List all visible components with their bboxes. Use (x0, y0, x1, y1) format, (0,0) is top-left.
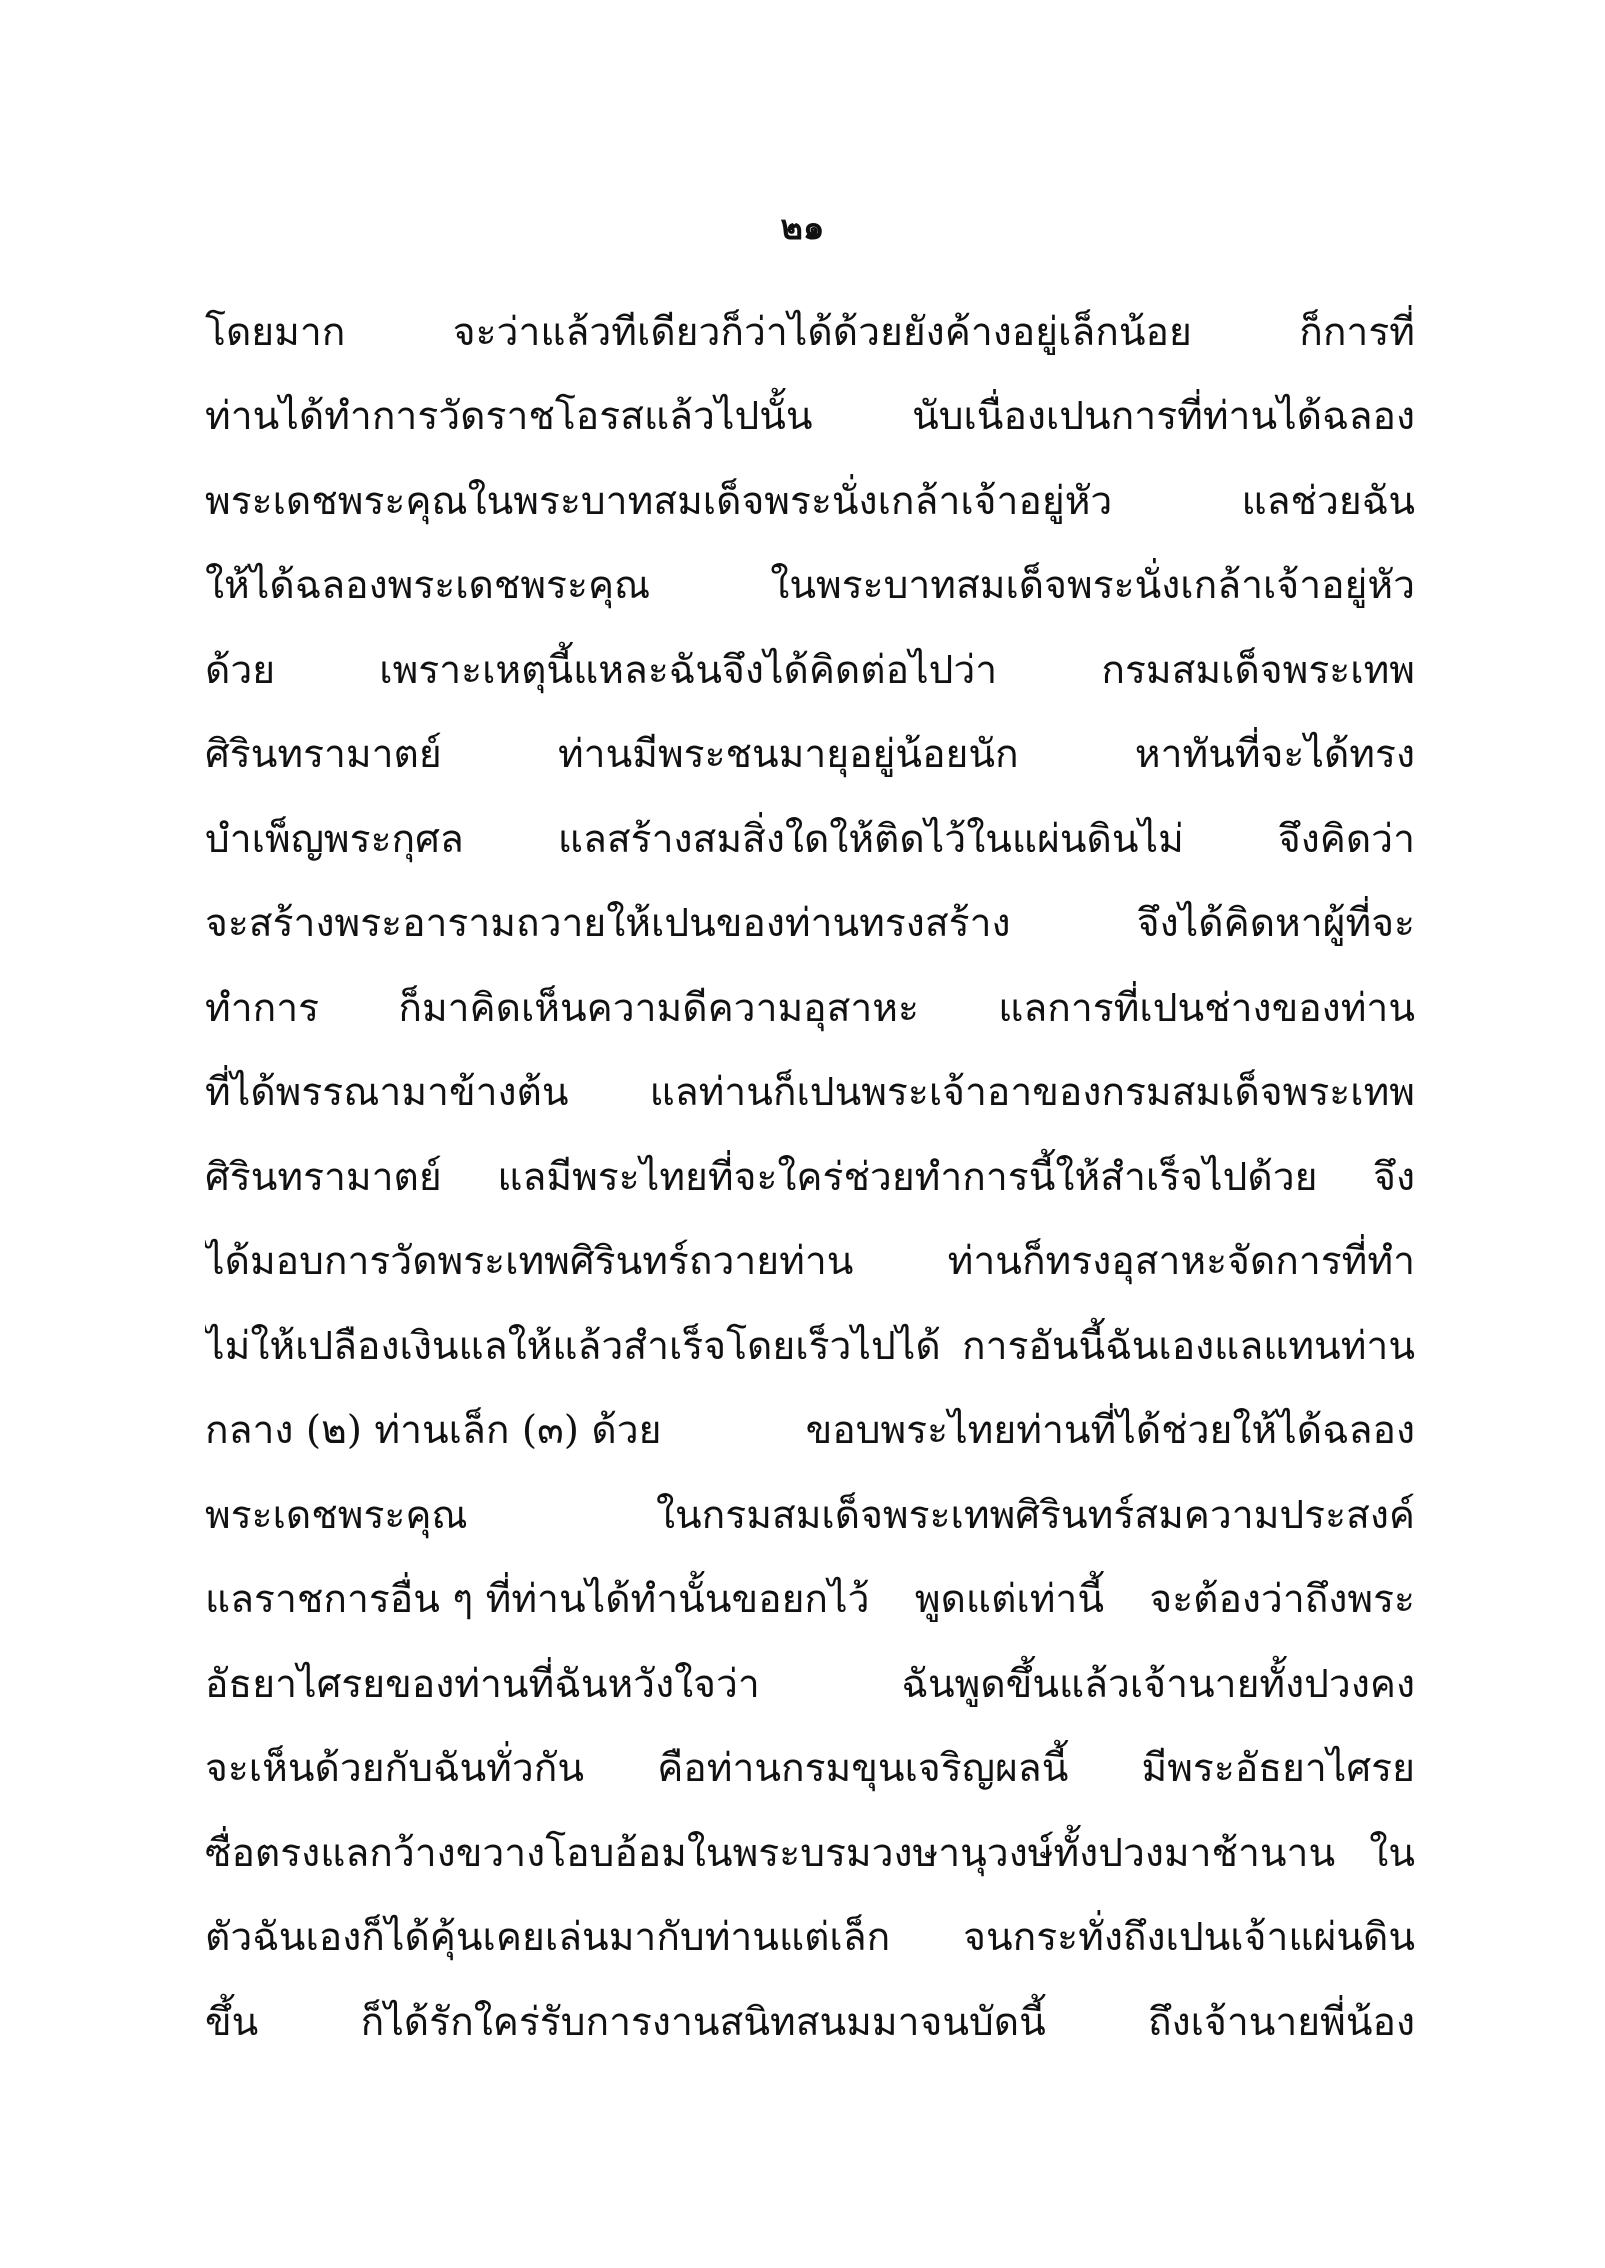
text-segment: จะสร้างพระอารามถวายให้เปนของท่านทรงสร้าง (205, 901, 1011, 946)
text-segment: การอันนี้ฉันเองแลแทนท่าน (961, 1323, 1415, 1369)
text-segment: ก็ได้รักใคร่รับการงานสนิทสนมมาจนบัดนี้ (360, 1999, 1046, 2045)
text-segment: ได้มอบการวัดพระเทพศิรินทร์ถวายท่าน (205, 1239, 854, 1284)
text-segment: ถึงเจ้านายพี่น้อง (1148, 1999, 1415, 2045)
text-segment: เพราะเหตุนี้แหละฉันจึงได้คิดต่อไปว่า (379, 647, 998, 693)
text-line (205, 1208, 1415, 1293)
text-segment: ด้วย (205, 647, 276, 693)
text-segment: กลาง (๒) ท่านเล็ก (๓) ด้วย (205, 1408, 662, 1453)
text-segment: กรมสมเด็จพระเทพ (1101, 647, 1415, 693)
text-line (205, 1630, 1415, 1715)
text-segment: แลสร้างสมสิ่งใดให้ติดไว้ในแผ่นดินไม่ (557, 816, 1184, 862)
text-segment: ไม่ให้เปลืองเงินแลให้แล้วสำเร็จโดยเร็วไปได้ (205, 1323, 941, 1369)
text-segment: จึงได้คิดหาผู้ที่จะ (1136, 901, 1415, 946)
text-segment: แลมีพระไทยที่จะใคร่ช่วยทำการนี้ให้สำเร็จไปด้วย (497, 1154, 1318, 1200)
text-segment: ซื่อตรงแลกว้างขวางโอบอ้อมในพระบรมวงษานุวงษ์ทั้งปวงมาช้านาน (205, 1830, 1336, 1876)
text-line (205, 1968, 1415, 2053)
text-line (205, 1292, 1415, 1377)
text-segment: แลช่วยฉัน (1241, 478, 1415, 524)
text-line (205, 954, 1415, 1039)
text-segment: ที่ได้พรรณามาข้างต้น (205, 1070, 569, 1115)
text-segment: นับเนื่องเปนการที่ท่านได้ฉลอง (912, 394, 1415, 439)
text-segment: ศิรินทรามาตย์ (205, 732, 442, 777)
text-segment: ศิรินทรามาตย์ (205, 1154, 442, 1200)
text-segment: จึง (1373, 1154, 1415, 1200)
text-line (205, 870, 1415, 955)
text-segment: ก็มาคิดเห็นความดีความอุสาหะ (398, 985, 919, 1031)
text-segment: ใน (1369, 1830, 1415, 1876)
text-segment: จนกระทั่งถึงเปนเจ้าแผ่นดิน (963, 1915, 1415, 1960)
text-line (205, 616, 1415, 701)
text-segment: ขึ้น (205, 1999, 259, 2045)
text-segment: ท่านมีพระชนมายุอยู่น้อยนัก (557, 732, 1019, 777)
text-line (205, 1799, 1415, 1884)
text-line (205, 1039, 1415, 1124)
text-line (205, 1461, 1415, 1546)
text-segment: ในพระบาทสมเด็จพระนั่งเกล้าเจ้าอยู่หัว (770, 563, 1415, 608)
text-segment: แลราชการอื่น ๆ ที่ท่านได้ทำนั้นขอยกไว้ (205, 1577, 870, 1622)
text-line (205, 278, 1415, 363)
text-segment: จึงคิดว่า (1277, 816, 1415, 862)
text-segment: คือท่านกรมขุนเจริญผลนี้ (657, 1746, 1069, 1791)
text-segment: ในกรมสมเด็จพระเทพศิรินทร์สมความประสงค์ (655, 1492, 1415, 1538)
text-segment: ขอบพระไทยท่านที่ได้ช่วยให้ได้ฉลอง (805, 1408, 1415, 1453)
body-text (205, 278, 1415, 2053)
text-line (205, 785, 1415, 870)
text-segment: พระเดชพระคุณ (205, 1492, 468, 1538)
text-line (205, 1884, 1415, 1969)
text-segment: ก็การที่ (1299, 309, 1415, 355)
text-segment: พระเดชพระคุณในพระบาทสมเด็จพระนั่งเกล้าเจ้าอยู่หัว (205, 478, 1113, 524)
text-segment: ท่านได้ทำการวัดราชโอรสแล้วไปนั้น (205, 394, 813, 439)
text-segment: ฉันพูดขึ้นแล้วเจ้านายทั้งปวงคง (901, 1661, 1415, 1707)
text-line (205, 532, 1415, 617)
text-line (205, 1715, 1415, 1800)
text-segment: แลท่านก็เปนพระเจ้าอาของกรมสมเด็จพระเทพ (649, 1070, 1415, 1115)
text-segment: ให้ได้ฉลองพระเดชพระคุณ (205, 563, 651, 608)
page-number: ๒๑ (780, 208, 825, 248)
text-line (205, 701, 1415, 786)
text-segment: บำเพ็ญพระกุศล (205, 816, 464, 862)
text-segment: ตัวฉันเองก็ได้คุ้นเคยเล่นมากับท่านแต่เล็ก (205, 1915, 891, 1960)
text-segment: อัธยาไศรยของท่านที่ฉันหวังใจว่า (205, 1661, 760, 1707)
text-segment: จะเห็นด้วยกับฉันทั่วกัน (205, 1746, 585, 1791)
text-line (205, 1377, 1415, 1462)
text-segment: ทำการ (205, 985, 320, 1031)
text-line (205, 1546, 1415, 1631)
text-line (205, 447, 1415, 532)
text-segment: พูดแต่เท่านี้ (914, 1577, 1104, 1622)
text-segment: จะต้องว่าถึงพระ (1149, 1577, 1415, 1622)
text-line (205, 1123, 1415, 1208)
text-segment: มีพระอัธยาไศรย (1141, 1746, 1415, 1791)
text-segment: จะว่าแล้วทีเดียวก็ว่าได้ด้วยยังค้างอยู่เล็กน้อย (452, 309, 1192, 355)
text-segment: โดยมาก (205, 309, 346, 355)
text-segment: หาทันที่จะได้ทรง (1134, 732, 1415, 777)
text-segment: ท่านก็ทรงอุสาหะจัดการที่ทำ (947, 1239, 1415, 1284)
text-segment: แลการที่เปนช่างของท่าน (998, 985, 1415, 1031)
text-line (205, 363, 1415, 448)
